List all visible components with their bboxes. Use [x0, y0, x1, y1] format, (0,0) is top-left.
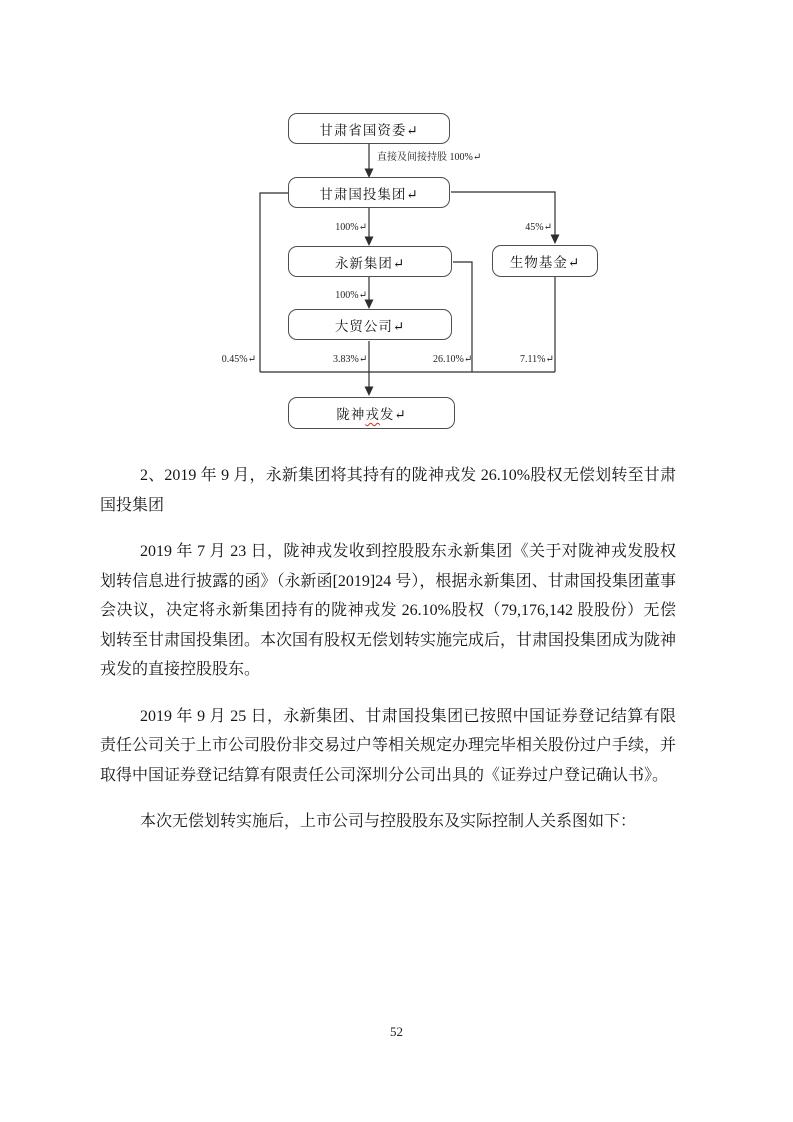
arrowhead-icon: [365, 237, 374, 247]
node-label: [336, 403, 406, 423]
edge-label-26-10: 26.10%↵: [433, 354, 473, 365]
node-label: 甘肃省国资委↵: [319, 122, 419, 138]
ownership-structure-chart: [0, 0, 793, 445]
spellcheck-underlined-char: 戎: [365, 407, 380, 422]
edge-label-3-83: 3.83%↵: [333, 354, 368, 365]
node-label-part: 发↵: [379, 407, 407, 422]
edge-label-0-45: 0.45%↵: [221, 354, 256, 365]
paragraph-transfer-decision: 2019 年 7 月 23 日，陇神戎发收到控股股东永新集团《关于对陇神戎发股权划转信息进行披露的函》（永新函[2019]24 号），根据永新集团、甘肃国投集团董事会决议，决定将永新集团持有的陇神戎发 26.10%股权（79,176,142 股股份）无偿划转至甘肃国投集团。本次国有股权无偿划转实施完成后，甘肃国投集团成为陇神戎发的直接控股股东。: [100, 543, 677, 678]
node-longshen-rongfa: [288, 397, 455, 429]
heading-item-2: 2、2019 年 9 月，永新集团将其持有的陇神戎发 26.10%股权无偿划转至甘肃国投集团: [100, 467, 676, 514]
edge-label-45-fund: 45%↵: [525, 222, 552, 233]
edge-label-100-damao: 100%↵: [335, 290, 367, 301]
node-damao-company: [288, 309, 452, 340]
node-yongxin-group: [288, 246, 452, 277]
node-biotech-fund: [492, 245, 598, 277]
node-label: 大贸公司↵: [334, 318, 406, 334]
edge-label-100-yongxin: 100%↵: [335, 222, 367, 233]
node-gansu-sasac: [288, 113, 450, 144]
edge-label-7-11: 7.11%↵: [520, 354, 554, 365]
arrowhead-icon: [551, 235, 560, 245]
chart-connectors: [0, 0, 793, 445]
arrowhead-icon: [365, 387, 374, 397]
body-text: [100, 461, 676, 854]
edge-label-direct-indirect-100: 直接及间接持股 100%↵: [377, 152, 482, 163]
node-label: 甘肃国投集团↵: [319, 186, 419, 202]
edge-guotou-to-longshen: [260, 193, 288, 372]
node-gansu-guotou: [288, 177, 450, 208]
paragraph-registration: 2019 年 9 月 25 日，永新集团、甘肃国投集团已按照中国证券登记结算有限责任公司关于上市公司股份非交易过户等相关规定办理完毕相关股份过户手续，并取得中国证券登记结算有限责任公司深圳分公司出具的《证券过户登记确认书》。: [100, 707, 677, 784]
paragraph-relationship-intro: 本次无偿划转实施后，上市公司与控股股东及实际控制人关系图如下：: [140, 813, 637, 830]
page-number: 52: [390, 1024, 403, 1039]
node-label-part: 陇神: [336, 407, 366, 422]
node-label: 生物基金↵: [509, 255, 581, 270]
node-label: 永新集团↵: [334, 255, 406, 271]
